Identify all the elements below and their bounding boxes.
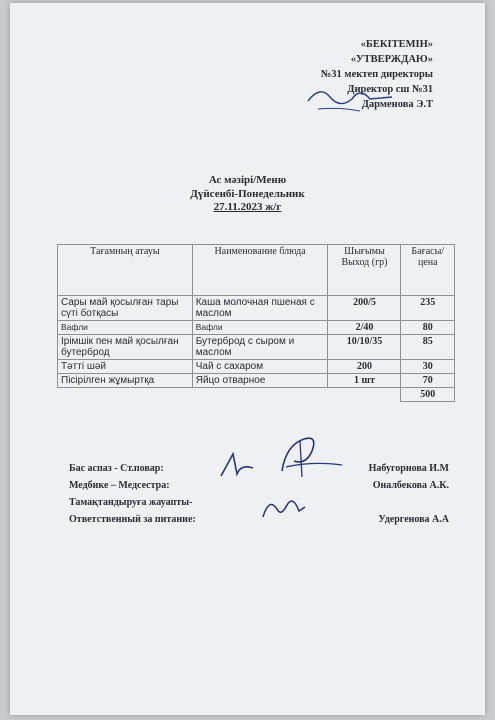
- cell-ru: Яйцо отварное: [192, 374, 328, 388]
- cell-yield: 200/5: [328, 296, 401, 321]
- table-row: [58, 374, 455, 388]
- header-price: Бағасы/ цена: [401, 245, 455, 296]
- responsible-role-ru: Ответственный за питание:: [69, 514, 196, 525]
- responsible-role-kz: Тамақтандыруға жауапты-: [69, 497, 193, 508]
- approval-line-1: «БЕКІТЕМІН»: [360, 39, 433, 50]
- nurse-name: Оналбекова А.К.: [372, 480, 449, 491]
- cell-yield: 200: [328, 360, 401, 374]
- staff-row-responsible-ru: [69, 511, 449, 528]
- menu-document: [10, 3, 485, 715]
- cell-price: 80: [401, 321, 455, 335]
- staff-row-responsible-kz: [69, 494, 449, 511]
- staff-row-nurse: [69, 477, 449, 494]
- menu-title: Ас мәзірі/Меню: [208, 174, 287, 186]
- header-yield: Шығымы Выход (гр): [328, 245, 401, 296]
- nurse-role: Медбике – Медсестра:: [69, 480, 170, 491]
- approval-line-2: «УТВЕРЖДАЮ»: [350, 54, 433, 65]
- cell-ru: Бутерброд с сыром и маслом: [192, 335, 328, 360]
- table-header-row: [58, 245, 455, 296]
- blank-cell: [328, 388, 401, 402]
- table-row: [58, 321, 455, 335]
- cell-kz: Сары май қосылған тары сүті ботқасы: [58, 296, 193, 321]
- cell-price: 70: [401, 374, 455, 388]
- cell-kz: Тәтті шәй: [58, 360, 193, 374]
- menu-date-text: 27.11.2023 ж/г: [213, 201, 282, 213]
- cell-yield: 1 шт: [328, 374, 401, 388]
- cell-price: 30: [401, 360, 455, 374]
- cell-ru: Чай с сахаром: [192, 360, 328, 374]
- cell-total: 500: [401, 388, 455, 402]
- approval-line-5: Дарменова Э.Т: [361, 99, 433, 110]
- approval-line-3: №31 мектеп директоры: [320, 69, 433, 80]
- cell-kz: Вафли: [58, 321, 193, 335]
- approval-block: [321, 37, 433, 112]
- cell-ru: Вафли: [192, 321, 328, 335]
- table-row: [58, 296, 455, 321]
- menu-table: [57, 244, 455, 402]
- cell-yield: 2/40: [328, 321, 401, 335]
- cell-yield: 10/10/35: [328, 335, 401, 360]
- cook-role: Бас аспаз - Ст.повар:: [69, 463, 164, 474]
- staff-row-cook: [69, 460, 449, 477]
- table-row: [58, 335, 455, 360]
- blank-cell: [192, 388, 328, 402]
- approval-line-4: Директор сш №31: [347, 84, 433, 95]
- blank-cell: [58, 388, 193, 402]
- menu-day: Дүйсенбі-Понедельник: [190, 188, 305, 200]
- responsible-name: Удергенова А.А: [378, 514, 449, 525]
- cook-name: Набугорнова И.М: [368, 463, 449, 474]
- cell-price: 235: [401, 296, 455, 321]
- menu-date: [10, 201, 485, 213]
- cell-price: 85: [401, 335, 455, 360]
- table-total-row: [58, 388, 455, 402]
- cell-kz: Ірімшік пен май қосылған бутерброд: [58, 335, 193, 360]
- table-row: [58, 360, 455, 374]
- header-ru-name: Наименование блюда: [192, 245, 328, 296]
- header-kz-name: Тағамның атауы: [58, 245, 193, 296]
- cell-kz: Пісірілген жұмыртқа: [58, 374, 193, 388]
- staff-block: [69, 460, 449, 528]
- cell-ru: Каша молочная пшеная с маслом: [192, 296, 328, 321]
